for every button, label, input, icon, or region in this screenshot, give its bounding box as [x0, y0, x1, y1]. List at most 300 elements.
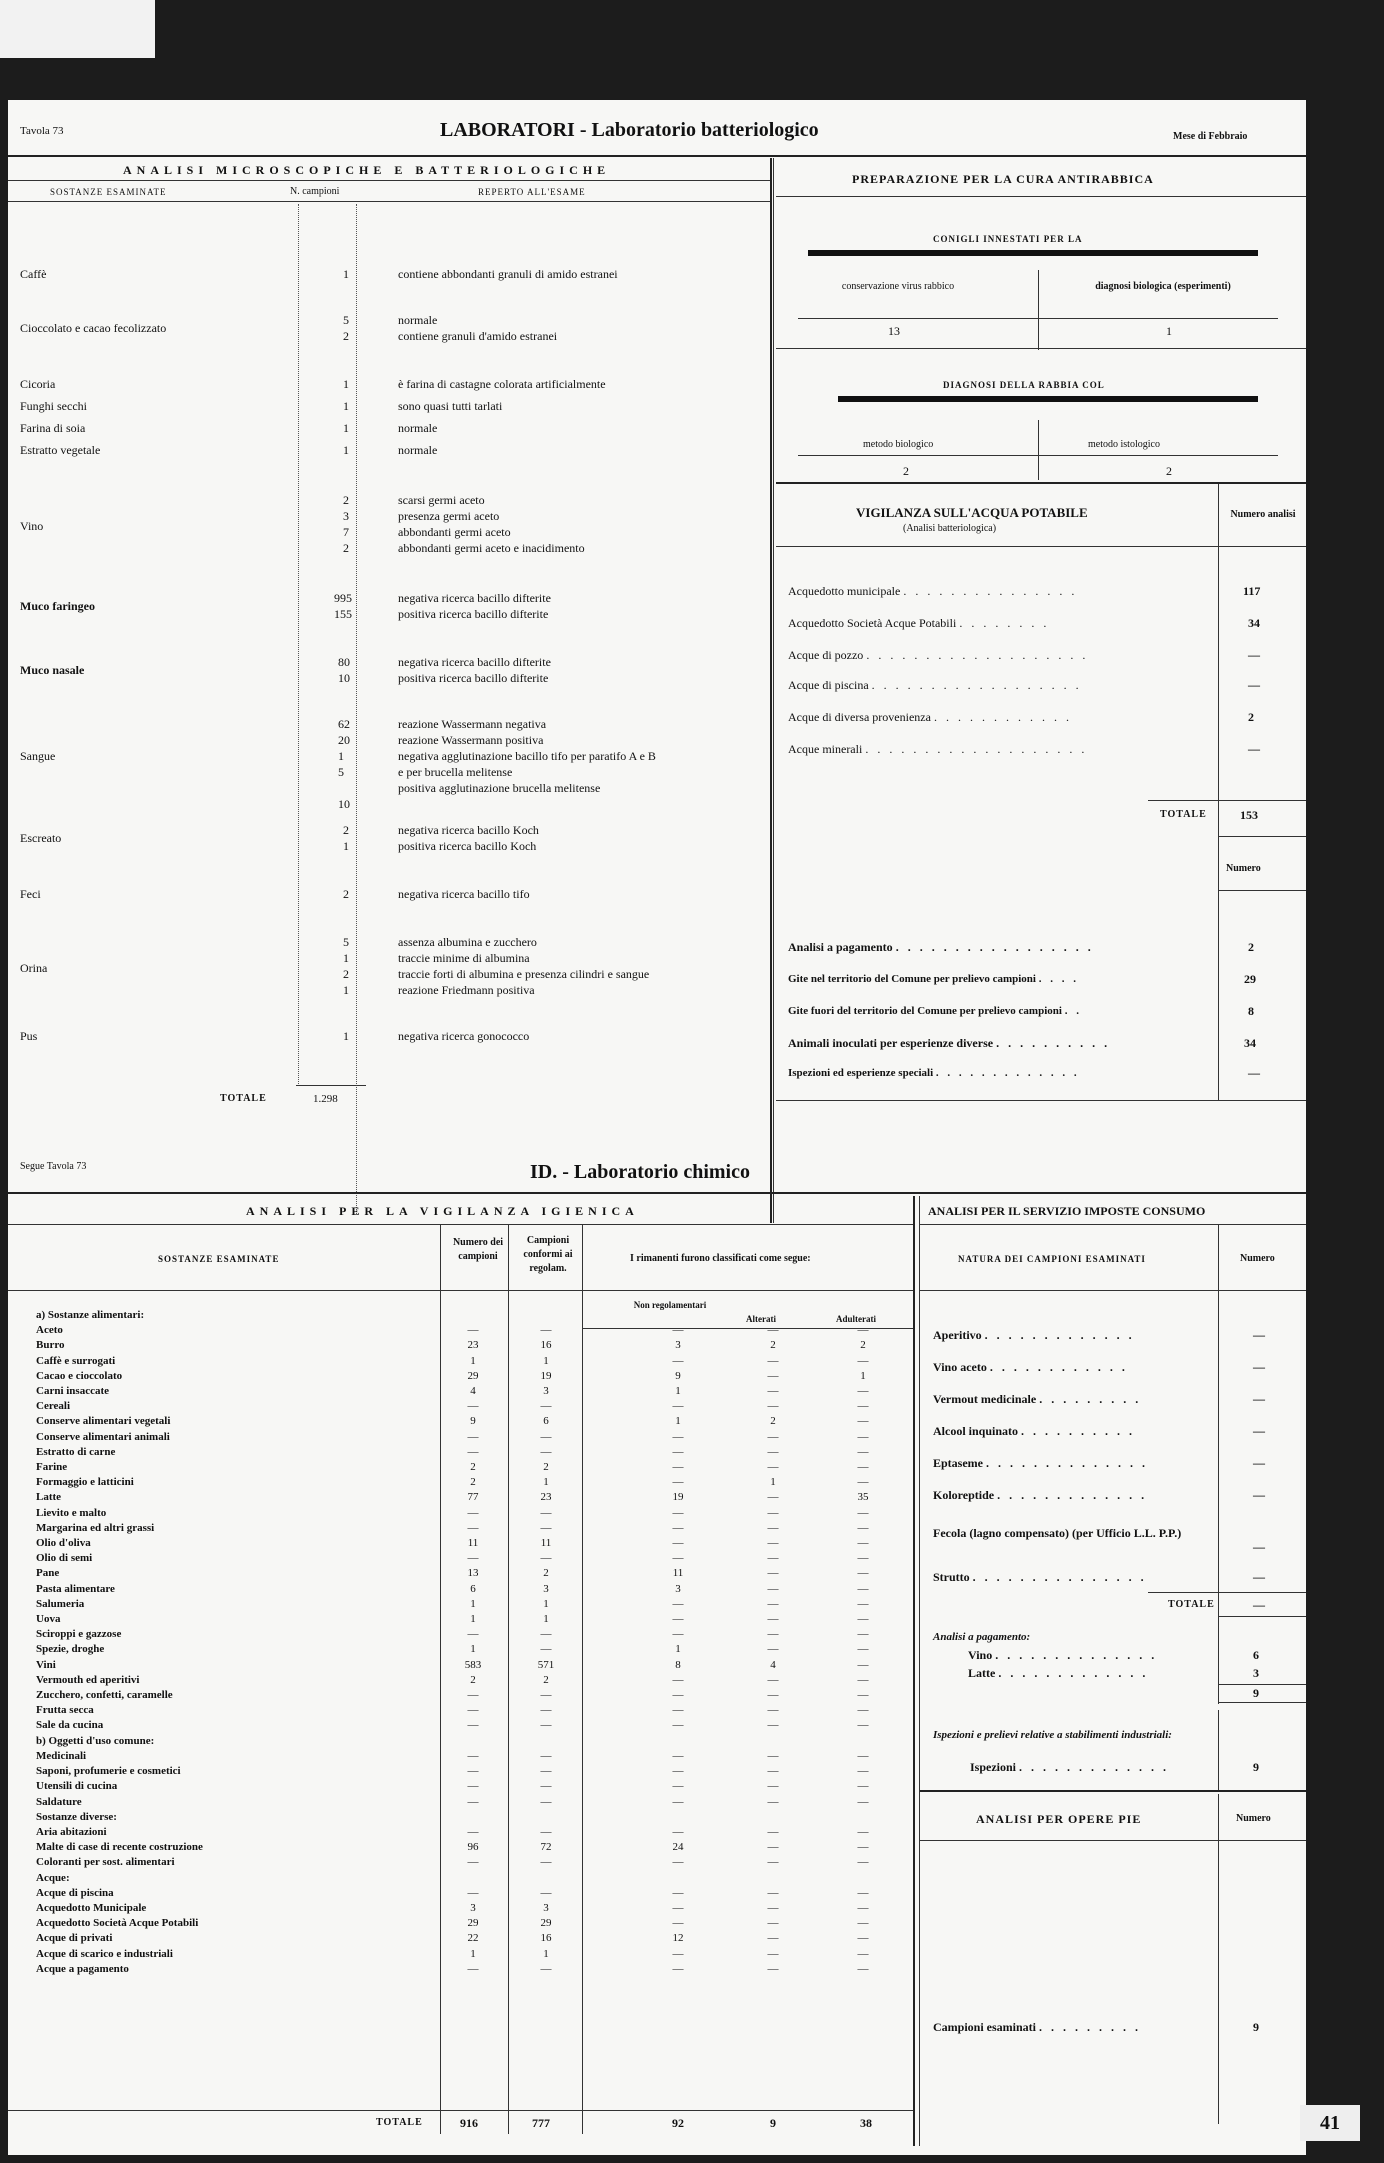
chem-cell: — — [540, 1552, 552, 1565]
chem-cell — [648, 1734, 708, 1749]
chem-cell: — — [767, 1461, 779, 1474]
chem-cell: — — [672, 1689, 684, 1702]
paid-row: Latte . . . . . . . . . . . . . — [968, 1666, 1149, 1680]
col-chem-ok: Campioni conformi ai regolam. — [523, 1235, 573, 1274]
chem-cell: 24 — [672, 1841, 684, 1854]
chem-cell: — — [857, 1841, 869, 1854]
chem-cell: — — [857, 1506, 869, 1519]
antirabies-heading: PREPARAZIONE PER LA CURA ANTIRABBICA — [852, 172, 1154, 186]
chem-cell: — — [672, 1521, 684, 1534]
chem-total-nonreg: 92 — [672, 2116, 684, 2130]
chem-cell: — — [767, 1643, 779, 1656]
chem-cell: — — [672, 1795, 684, 1808]
chem-cell: — — [540, 1886, 552, 1899]
chem-cell: — — [540, 1324, 552, 1337]
chem-cell: 1 — [470, 1947, 476, 1960]
chem-cell: 9 — [470, 1415, 476, 1428]
tax-row: Alcool inquinato . . . . . . . . . . — [933, 1424, 1136, 1438]
chem-cell: — — [467, 1552, 479, 1565]
chem-names-column — [36, 1308, 203, 1977]
chem-cell: — — [857, 1825, 869, 1838]
chem-row-name: Sale da cucina — [36, 1719, 104, 1732]
chem-cell: — — [767, 1749, 779, 1762]
chem-cell — [648, 1810, 708, 1825]
col-chem-rest: I rimanenti furono classificati come segue: — [630, 1253, 811, 1264]
chem-cell: 23 — [540, 1491, 552, 1504]
chem-cell: — — [767, 1689, 779, 1702]
chem-cell: — — [467, 1780, 479, 1793]
water-row: Acque di diversa provenienza . . . . . . . . . . . . — [788, 710, 1072, 724]
chem-cell: 19 — [672, 1491, 684, 1504]
chem-total-adult: 38 — [860, 2116, 872, 2130]
chem-row-name: Conserve alimentari animali — [36, 1430, 170, 1443]
chem-row-name: Malte di case di recente costruzione — [36, 1841, 203, 1854]
chem-cell: — — [857, 1932, 869, 1945]
chem-cell: — — [467, 1506, 479, 1519]
sub-adult: Adulterati — [836, 1314, 876, 1324]
tax-row: Koloreptide . . . . . . . . . . . . . — [933, 1488, 1148, 1502]
chem-cell: — — [467, 1430, 479, 1443]
chem-cell: 1 — [470, 1354, 476, 1367]
chem-row-name: Frutta secca — [36, 1704, 94, 1717]
chem-cell: — — [467, 1765, 479, 1778]
chem-cell: — — [767, 1932, 779, 1945]
chem-cell: — — [467, 1400, 479, 1413]
chem-cell — [448, 1871, 498, 1886]
chem-cell: 4 — [470, 1385, 476, 1398]
chem-cell: — — [767, 1765, 779, 1778]
chem-row-name: Acque: — [36, 1871, 70, 1884]
chem-cell: 12 — [672, 1932, 684, 1945]
chem-cell: 72 — [540, 1841, 552, 1854]
chem-cell: — — [672, 1719, 684, 1732]
chem-cell: — — [467, 1628, 479, 1641]
water-row: Acque di pozzo . . . . . . . . . . . . . . . . . . . — [788, 648, 1089, 662]
water-row: Acque minerali . . . . . . . . . . . . . . . . . . . — [788, 742, 1088, 756]
micro-row: Vino — [20, 519, 44, 533]
chem-num-column — [448, 1308, 498, 1977]
micro-heading: ANALISI MICROSCOPICHE E BATTERIOLOGICHE — [123, 163, 611, 177]
tax-total-label: TOTALE — [1168, 1599, 1215, 1610]
chem-cell: 3 — [543, 1901, 549, 1914]
scan-corner — [0, 0, 155, 58]
chem-row-name: Olio di semi — [36, 1552, 93, 1565]
chem-cell: — — [672, 1430, 684, 1443]
chem-cell: 1 — [543, 1947, 549, 1960]
chem-cell: 3 — [675, 1582, 681, 1595]
tax-row: Strutto . . . . . . . . . . . . . . . — [933, 1570, 1147, 1584]
chem-cell: — — [767, 1567, 779, 1580]
page-number: 41 — [1300, 2105, 1360, 2141]
chem-row-name: Latte — [36, 1491, 62, 1504]
chem-cell: — — [767, 1613, 779, 1626]
chem-cell: 1 — [470, 1613, 476, 1626]
chem-cell: — — [767, 1445, 779, 1458]
chem-cell: — — [767, 1400, 779, 1413]
chem-row-name: Sciroppi e gazzose — [36, 1628, 122, 1641]
chem-cell: 1 — [675, 1643, 681, 1656]
rabbits-col1: conservazione virus rabbico — [841, 281, 955, 292]
chem-cell — [448, 1734, 498, 1749]
water-num-header: Numero analisi — [1230, 509, 1296, 520]
micro-row: Pus — [20, 1029, 38, 1043]
chem-row-name: a) Sostanze alimentari: — [36, 1309, 145, 1321]
chem-cell: 23 — [467, 1339, 479, 1352]
chem-cell: 29 — [467, 1369, 479, 1382]
chem-cell: — — [857, 1415, 869, 1428]
water-subtitle: (Analisi batteriologica) — [903, 523, 997, 534]
chem-cell: — — [767, 1628, 779, 1641]
chem-row-name: Burro — [36, 1339, 65, 1352]
chem-cell: — — [767, 1597, 779, 1610]
micro-row: Caffè — [20, 267, 47, 281]
chem-cell: 6 — [543, 1415, 549, 1428]
chem-cell: — — [767, 1324, 779, 1337]
chem-cell: 22 — [467, 1932, 479, 1945]
chem-cell: — — [767, 1552, 779, 1565]
chem-cell: 11 — [672, 1567, 684, 1580]
misc-row: Analisi a pagamento . . . . . . . . . . . . . . . . . — [788, 940, 1094, 954]
chem-cell: — — [857, 1643, 869, 1656]
sub-alt: Alterati — [746, 1314, 776, 1324]
chem-cell: — — [857, 1445, 869, 1458]
chem-cell: 9 — [675, 1369, 681, 1382]
tax-heading: ANALISI PER IL SERVIZIO IMPOSTE CONSUMO — [928, 1204, 1206, 1218]
chem-row-name: Acque di piscina — [36, 1886, 114, 1899]
chem-cell: — — [467, 1962, 479, 1975]
chem-cell: 1 — [860, 1369, 866, 1382]
chem-cell: — — [672, 1917, 684, 1930]
chem-cell — [753, 1734, 793, 1749]
micro-row: Cioccolato e cacao fecolizzato — [20, 321, 167, 335]
diag-v2: 2 — [1166, 464, 1172, 478]
chem-cell: — — [857, 1613, 869, 1626]
chem-cell — [753, 1871, 793, 1886]
water-row: Acque di piscina . . . . . . . . . . . . . . . . . . — [788, 678, 1082, 692]
chem-cell: — — [767, 1491, 779, 1504]
chem-cell — [516, 1871, 576, 1886]
chem-cell: — — [857, 1780, 869, 1793]
chem-cell: — — [857, 1947, 869, 1960]
pious-heading: ANALISI PER OPERE PIE — [976, 1812, 1142, 1826]
chem-cell: — — [540, 1628, 552, 1641]
chem-row-name: Margarina ed altri grassi — [36, 1521, 155, 1534]
chem-cell: 1 — [470, 1597, 476, 1610]
misc-num-header: Numero — [1226, 863, 1261, 874]
table-ref: Tavola 73 — [20, 125, 64, 137]
chem-cell: 1 — [543, 1354, 549, 1367]
chem-cell: 96 — [467, 1841, 479, 1854]
chem-cell: — — [672, 1704, 684, 1717]
chem-cell: — — [857, 1689, 869, 1702]
chem-cell: — — [767, 1521, 779, 1534]
chem-cell: — — [467, 1689, 479, 1702]
chem-cell: — — [857, 1582, 869, 1595]
chem-cell: — — [467, 1856, 479, 1869]
chem-cell: — — [672, 1901, 684, 1914]
chem-cell: — — [467, 1719, 479, 1732]
chem-row-name: Acque di privati — [36, 1932, 113, 1945]
chem-cell: 29 — [467, 1917, 479, 1930]
chem-cell: 1 — [543, 1476, 549, 1489]
chem-cell: 2 — [860, 1339, 866, 1352]
chem-row-name: Acquedotto Società Acque Potabili — [36, 1917, 199, 1930]
chem-cell: — — [672, 1476, 684, 1489]
chem-row-name: Uova — [36, 1613, 61, 1626]
chem-row-name: Caffè e surrogati — [36, 1354, 116, 1367]
chem-cell: 3 — [543, 1582, 549, 1595]
chem-cell: — — [540, 1765, 552, 1778]
chem-cell: — — [540, 1430, 552, 1443]
chem-row-name: Cacao e cioccolato — [36, 1369, 123, 1382]
chem-cell: 571 — [537, 1658, 555, 1671]
chem-cell: 583 — [464, 1658, 482, 1671]
chem-cell: — — [767, 1430, 779, 1443]
chem-cell: — — [767, 1719, 779, 1732]
tax-row: Fecola (lagno compensato) (per Ufficio L.L. P.P.) — [933, 1526, 1182, 1540]
chem-cell: 2 — [470, 1476, 476, 1489]
chem-cell: — — [672, 1400, 684, 1413]
chem-cell: — — [540, 1856, 552, 1869]
chem-cell: — — [672, 1537, 684, 1550]
chem-cell: — — [857, 1704, 869, 1717]
document-page: Tavola 73 LABORATORI - Laboratorio batteriologico Mese di Febbraio ANALISI MICROSCOPICHE E BATTERIOLOGICHE PREPARAZIONE PER LA CURA ANTIRABBICA SOSTANZE ESAMINATE N. campioni REPERTO ALL'ESAME Caffè 1 contiene abbondanti granuli di amido estranei Cioccolato e cacao fecolizzato 5 2 normale contiene granuli d'amido estranei Cicoria 1 è farina di castagne colorata artificialmente Funghi secchi 1 sono quasi tutti tarlati Farina di soia 1 normale Estratto vegetale 1 normale Vino 2 3 7 2 scarsi germi aceto presenza germi aceto abbondanti germi aceto abbondanti germi aceto e inacidimento Muco faringeo 995 155 negativa ricerca bacillo difterite positiva ricerca bacillo difterite Muco nasale 80 10 negativa ricerca bacillo difterite positiva ricerca bacillo difterite Sangue 62 20 1 5 10 reazione Wassermann negativa reazione Wassermann positiva negativa agglutinazione bacillo tifo per paratifo A e B e per brucella melitense positiva agglutinazione brucella melitense Escreato 2 1 negativa ricerca bacillo Koch positiva ricerca bacillo Koch Feci 2 negativa ricerca bacillo tifo Orina 5 1 2 1 assenza albumina e zucchero traccie minime di albumina traccie forti di albumina e presenza cilindri e sangue reazione Friedmann positiva Pus 1 negativa ricerca gonococco TOTALE 1.298 CONIGLI INNESTATI PER LA conservazione virus rabbico diagnosi biologica (esperimenti) 13 1 DIAGNOSI DELLA RABBIA COL metodo biologico metodo istologico 2 2 VIGILANZA SULL'ACQUA POTABILE (Analisi batteriologica) Numero analisi Acquedotto municipale . . . . . . . . . . . . . . . 117 Acquedotto Società Acque Potabili . . . . . . . . 34 Acque di pozzo . . . . . . . . . . . . . . . . . . . — Acque di piscina . . . . . . . . . . . . . . . . . . — Acque di diversa provenienza . . . . . . . . . . . . 2 Acque minerali . . . . . . . . . . . . . . . . . . . — TOTALE 153 Numero Analisi a pagamento . . . . . . . . . . . . . . . . . 2 Gite nel territorio del Comune per prelievo campioni . . . . 29 Gite fuori del territorio del Comune per prelievo campioni . . 8 Animali inoculati per esperienze diverse . . . . . . . . . . 34 Ispezioni ed esperienze speciali . . . . . . . . . . . . . — Segue Tavola 73 ID. - Laboratorio chimico ANALISI PER LA VIGILANZA IGIENICA ANALISI PER IL SERVIZIO IMPOSTE CONSUMO SOSTANZE ESAMINATE Numero dei campioni Campioni conformi ai regolam. I rimanenti furono classificati come segue: NATURA DEI CAMPIONI ESAMINATI Numero Non regolamentari Alterati Adulterati a) Sostanze alimentari: Aceto Burro Caffè e surrogati Cacao e cioccolato Carni insaccate Cereali Conserve alimentari vegetali Conserve alimentari animali Estratto di carne Farine Formaggio e latticini Latte Lievito e malto Margarina ed altri grassi Olio d'oliva Olio di semi Pane Pasta alimentare Salumeria Uova Sciroppi e gazzose Spezie, droghe Vini Vermouth ed aperitivi Zucchero, confetti, caramelle Frutta secca Sale da cucina b) Oggetti d'uso comune: Medicinali Saponi, profumerie e cosmetici Utensili di cucina Saldature Sostanze diverse: Aria abitazioni Malte di case di recente costruzione Coloranti per sost. alimentari Acque: Acque di piscina Acquedotto Municipale Acquedotto Società Acque Potabili Acque di privati Acque di scarico e industriali Acque a pagamento — 23 1 29 4 — 9 — — 2 2 77 — — 11 — 13 6 1 1 — 1 583 2 — — — — — — — — 96 — — 3 29 22 1 — — 16 1 19 3 — 6 — — 2 1 23 — — 11 — 2 3 1 1 — — 571 2 — — — — — — — — 72 — — 3 29 16 1 — — 3 — 9 1 — 1 — — — — 19 — — — — 11 3 — — — 1 8 — — — — — — — — — 24 — — — — 12 — — — 2 — — — — 2 — — — 1 — — — — — — — — — — — 4 — — — — — — — — — — — — — — — — — — 2 — 1 — — — — — — — 35 — — — — — — — — — — — — — — — — — — — — — — — — — — — — TOTALE 916 777 92 9 38 Aperitivo . . . . . . . . . . . . . — Vino aceto . . . . . . . . . . . . — Vermout medicinale . . . . . . . . . — Alcool inquinato . . . . . . . . . . — Eptaseme . . . . . . . . . . . . . . — Koloreptide . . . . . . . . . . . . . — Fecola (lagno compensato) (per Ufficio L.L. P.P.) — Strutto . . . . . . . . . . . . . . . — TOTALE — Analisi a pagamento: Vino . . . . . . . . . . . . . . 6 Latte . . . . . . . . . . . . . 3 9 Ispezioni e prelievi relative a stabilimenti industriali: Ispezioni . . . . . . . . . . . . . 9 ANALISI PER OPERE PIE Numero Campioni esaminati . . . . . . . . . 9 — [8, 100, 1306, 2155]
chem-cell: — — [540, 1400, 552, 1413]
chem-cell: — — [540, 1719, 552, 1732]
chem-cell: 2 — [470, 1461, 476, 1474]
chem-cell: — — [857, 1856, 869, 1869]
micro-row: Orina — [20, 961, 48, 975]
chem-cell: — — [857, 1901, 869, 1914]
chem-cell: — — [672, 1765, 684, 1778]
chem-cell: — — [672, 1886, 684, 1899]
chem-row-name: Acquedotto Municipale — [36, 1901, 147, 1914]
chem-cell: 19 — [540, 1369, 552, 1382]
tax-total-value: — — [1253, 1598, 1265, 1612]
chem-cell: — — [857, 1400, 869, 1413]
col-samples: N. campioni — [290, 186, 340, 197]
chem-adult-column — [843, 1308, 883, 1977]
chem-cell: — — [767, 1795, 779, 1808]
misc-row: Gite fuori del territorio del Comune per prelievo campioni . . — [788, 1005, 1082, 1017]
micro-row: Estratto vegetale — [20, 443, 101, 457]
chem-row-name: Pasta alimentare — [36, 1582, 115, 1595]
chem-cell — [648, 1871, 708, 1886]
chem-cell: 16 — [540, 1932, 552, 1945]
paid-total: 9 — [1253, 1686, 1259, 1700]
chem-cell: — — [767, 1856, 779, 1869]
chem-cell: — — [857, 1476, 869, 1489]
chem-cell: — — [857, 1461, 869, 1474]
chem-row-name: Vermouth ed aperitivi — [36, 1673, 140, 1686]
chem-cell: 2 — [543, 1461, 549, 1474]
micro-row: Funghi secchi — [20, 399, 87, 413]
col-tax-num: Numero — [1240, 1253, 1275, 1264]
chem-cell: — — [467, 1795, 479, 1808]
paid-row: Vino . . . . . . . . . . . . . . — [968, 1648, 1158, 1662]
chem-cell — [648, 1308, 708, 1323]
chem-cell: — — [767, 1369, 779, 1382]
water-total-label: TOTALE — [1160, 809, 1207, 820]
chem-cell: — — [672, 1552, 684, 1565]
chem-row-name: Lievito e malto — [36, 1506, 107, 1519]
chem-cell: — — [767, 1825, 779, 1838]
micro-row: Feci — [20, 887, 41, 901]
chem-row-name: Acque di scarico e industriali — [36, 1947, 173, 1960]
chem-cell: 2 — [470, 1673, 476, 1686]
chem-cell: — — [672, 1628, 684, 1641]
micro-row: Farina di soia — [20, 421, 86, 435]
chem-cell: — — [767, 1917, 779, 1930]
sub-nonreg: Non regolamentari — [633, 1300, 707, 1310]
chem-cell: 16 — [540, 1339, 552, 1352]
chem-cell: — — [857, 1628, 869, 1641]
chem-cell: — — [767, 1354, 779, 1367]
diag-col2: metodo istologico — [1088, 439, 1160, 450]
chem-cell: — — [672, 1962, 684, 1975]
chem-cell: — — [767, 1537, 779, 1550]
chem-row-name: Conserve alimentari vegetali — [36, 1415, 171, 1428]
chem-cell: — — [467, 1521, 479, 1534]
diag-col1: metodo biologico — [863, 439, 934, 450]
chem-cell: — — [857, 1658, 869, 1671]
chem-cell: — — [540, 1704, 552, 1717]
chem-cell: — — [672, 1673, 684, 1686]
chem-cell: 35 — [857, 1491, 869, 1504]
chem-cell — [753, 1308, 793, 1323]
chem-cell: — — [540, 1521, 552, 1534]
chem-cell: — — [767, 1886, 779, 1899]
chem-cell: — — [467, 1445, 479, 1458]
chem-row-name: Zucchero, confetti, caramelle — [36, 1689, 173, 1702]
chem-cell: — — [857, 1962, 869, 1975]
chem-ok-column — [516, 1308, 576, 1977]
col-chem-substance: SOSTANZE ESAMINATE — [158, 1254, 280, 1264]
chem-cell: — — [767, 1962, 779, 1975]
chem-cell: — — [467, 1886, 479, 1899]
chem-cell: — — [672, 1461, 684, 1474]
bottom-title: ID. - Laboratorio chimico — [530, 1161, 750, 1183]
chem-cell — [843, 1734, 883, 1749]
chem-cell: — — [857, 1886, 869, 1899]
chem-row-name: Medicinali — [36, 1749, 87, 1762]
chem-cell: 1 — [543, 1597, 549, 1610]
chem-cell: — — [857, 1597, 869, 1610]
tax-row: Vermout medicinale . . . . . . . . . — [933, 1392, 1142, 1406]
micro-row: Muco faringeo — [20, 599, 95, 613]
chem-total-ok: 777 — [532, 2116, 550, 2130]
misc-row: Ispezioni ed esperienze speciali . . . . . . . . . . . . . — [788, 1067, 1080, 1079]
micro-row: Cicoria — [20, 377, 56, 391]
chem-cell: — — [540, 1749, 552, 1762]
chem-cell: — — [857, 1537, 869, 1550]
chem-cell: — — [540, 1445, 552, 1458]
micro-row: Muco nasale — [20, 663, 85, 677]
chem-total-num: 916 — [460, 2116, 478, 2130]
misc-row: Gite nel territorio del Comune per prelievo campioni . . . . — [788, 973, 1079, 985]
chem-cell: 2 — [770, 1339, 776, 1352]
chem-row-name: Sostanze diverse: — [36, 1810, 117, 1823]
chem-cell: — — [767, 1506, 779, 1519]
chem-cell: — — [767, 1947, 779, 1960]
chem-row-name: b) Oggetti d'uso comune: — [36, 1734, 155, 1747]
chem-cell: — — [857, 1552, 869, 1565]
chem-row-name: Vini — [36, 1658, 56, 1671]
chem-row-name: Saponi, profumerie e cosmetici — [36, 1765, 181, 1778]
chem-row-name: Aria abitazioni — [36, 1825, 107, 1838]
chem-cell: 1 — [770, 1476, 776, 1489]
insp-title: Ispezioni e prelievi relative a stabilimenti industriali: — [933, 1729, 1172, 1741]
chem-cell: — — [540, 1643, 552, 1656]
chem-cell: — — [857, 1795, 869, 1808]
chem-row-name: Aceto — [36, 1324, 63, 1337]
chem-cell: — — [672, 1856, 684, 1869]
chem-cell: 8 — [675, 1658, 681, 1671]
diag-title: DIAGNOSI DELLA RABBIA COL — [943, 380, 1105, 390]
chem-cell: — — [672, 1947, 684, 1960]
chem-cell: — — [857, 1521, 869, 1534]
col-tax-nature: NATURA DEI CAMPIONI ESAMINATI — [958, 1254, 1146, 1264]
month-label: Mese di Febbraio — [1173, 131, 1248, 142]
micro-total-value: 1.298 — [313, 1093, 338, 1105]
water-total-value: 153 — [1240, 808, 1258, 822]
chem-cell: — — [540, 1795, 552, 1808]
tax-row: Vino aceto . . . . . . . . . . . . — [933, 1360, 1128, 1374]
chem-cell: 1 — [675, 1415, 681, 1428]
chem-cell: — — [767, 1385, 779, 1398]
chem-cell: 2 — [770, 1415, 776, 1428]
chem-cell: — — [672, 1445, 684, 1458]
pious-num: Numero — [1236, 1813, 1271, 1824]
chem-cell: 1 — [470, 1643, 476, 1656]
diag-v1: 2 — [903, 464, 909, 478]
chem-cell: — — [540, 1825, 552, 1838]
rabbits-title: CONIGLI INNESTATI PER LA — [933, 234, 1083, 244]
chem-cell: — — [767, 1673, 779, 1686]
chem-cell: 77 — [467, 1491, 479, 1504]
hygiene-heading: ANALISI PER LA VIGILANZA IGIENICA — [246, 1204, 639, 1218]
chem-row-name: Acque a pagamento — [36, 1962, 129, 1975]
chem-cell: — — [672, 1597, 684, 1610]
chem-cell: 2 — [543, 1567, 549, 1580]
chem-cell: 11 — [540, 1537, 552, 1550]
chem-cell — [753, 1810, 793, 1825]
chem-cell: — — [767, 1780, 779, 1793]
chem-cell: — — [857, 1765, 869, 1778]
rabbits-v1: 13 — [888, 324, 900, 338]
chem-nonreg-column — [648, 1308, 708, 1977]
chem-cell: — — [857, 1354, 869, 1367]
pious-row: Campioni esaminati . . . . . . . . . — [933, 2020, 1142, 2034]
chem-cell — [843, 1871, 883, 1886]
chem-cell: 2 — [543, 1673, 549, 1686]
chem-cell: — — [467, 1825, 479, 1838]
chem-cell: — — [857, 1385, 869, 1398]
chem-row-name: Salumeria — [36, 1597, 85, 1610]
chem-cell: — — [672, 1354, 684, 1367]
water-title: VIGILANZA SULL'ACQUA POTABILE — [856, 505, 1088, 520]
chem-cell: 4 — [770, 1658, 776, 1671]
chem-cell — [448, 1810, 498, 1825]
chem-total-label: TOTALE — [376, 2117, 423, 2128]
chem-cell: — — [857, 1567, 869, 1580]
col-substance: SOSTANZE ESAMINATE — [50, 187, 167, 197]
chem-cell: 1 — [675, 1385, 681, 1398]
micro-row: Escreato — [20, 831, 62, 845]
chem-total-alt: 9 — [770, 2116, 776, 2130]
chem-row-name: Spezie, droghe — [36, 1643, 105, 1656]
chem-cell: — — [467, 1749, 479, 1762]
